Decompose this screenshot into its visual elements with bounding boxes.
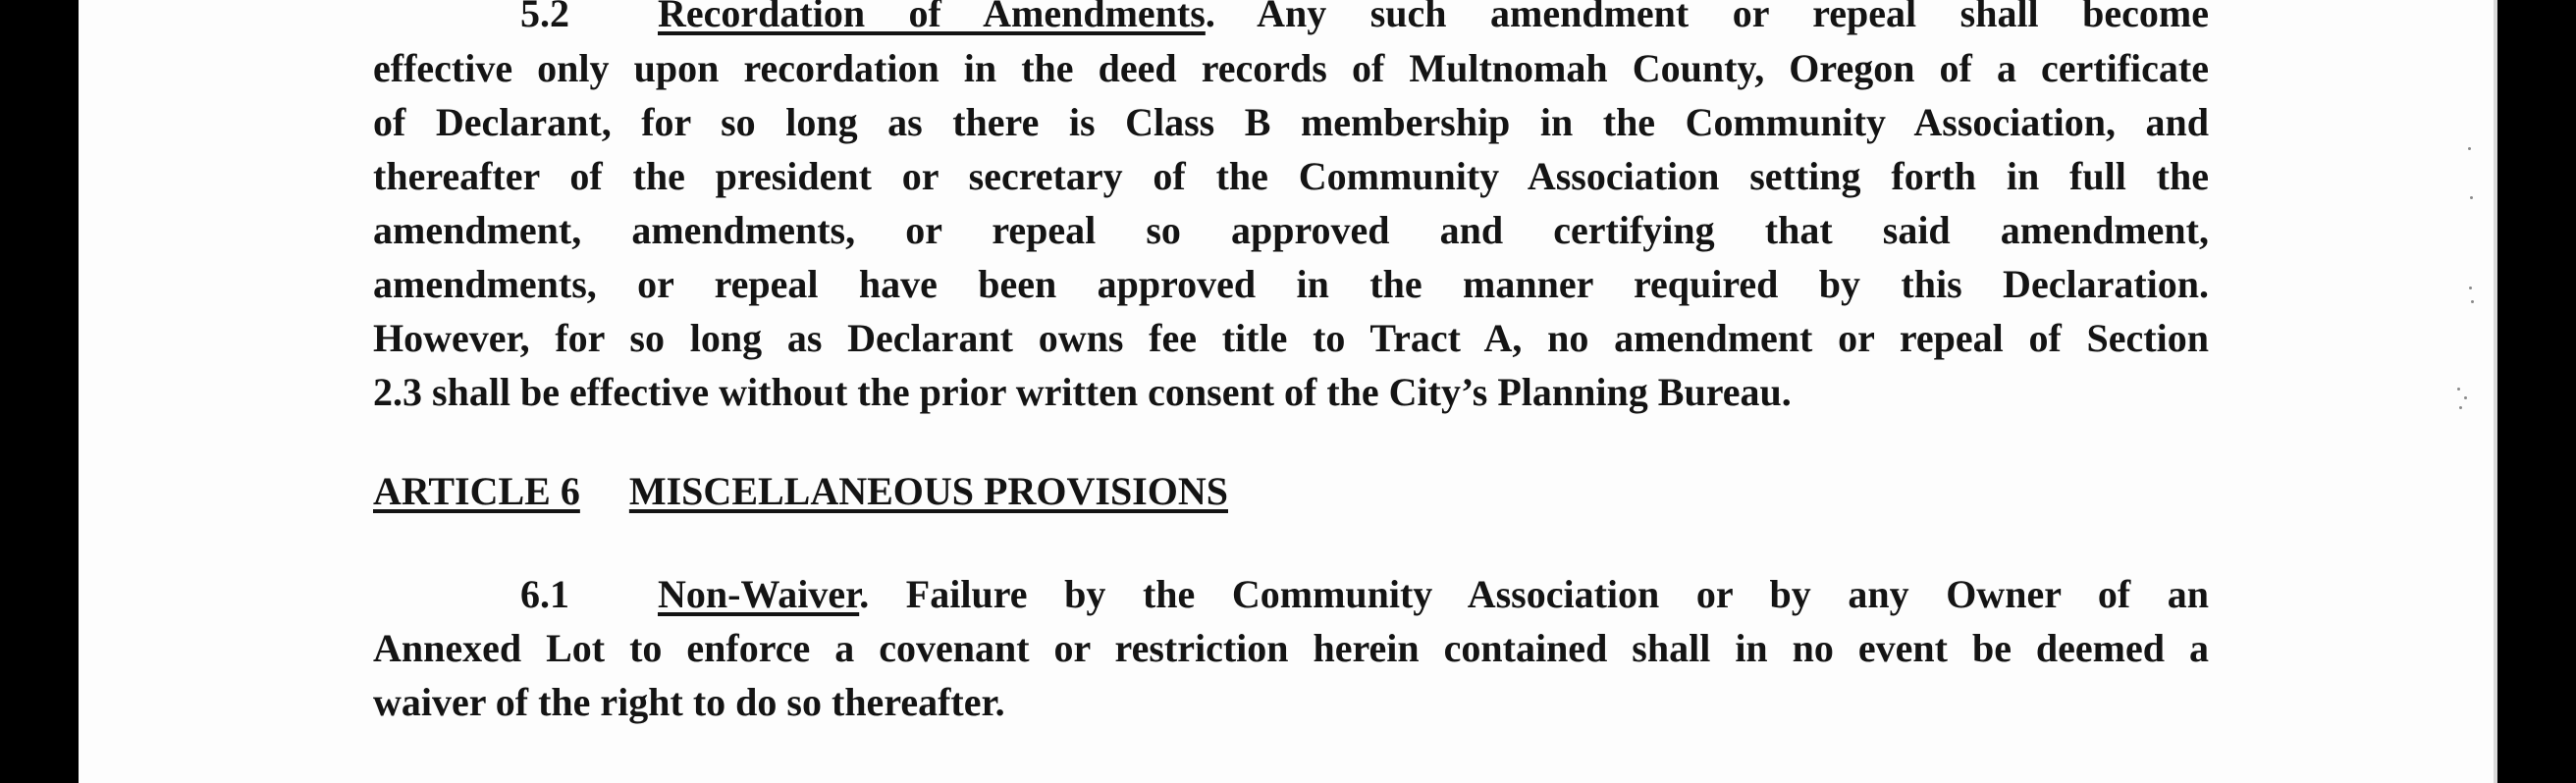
scan-edge (2494, 0, 2497, 783)
article-heading (373, 466, 1228, 517)
scan-speck (2457, 388, 2460, 391)
paragraph-line: However, for so long as Declarant owns fee title to Tract A, no amendment or repeal of Section (373, 316, 2209, 360)
paragraph-line: effective only upon recordation in the deed records of Multnomah County, Oregon of a certificate (373, 46, 2209, 90)
paragraph-line: amendment, amendments, or repeal so approved and certifying that said amendment, (373, 208, 2209, 252)
article-title: MISCELLANEOUS PROVISIONS (628, 469, 1228, 513)
section-title: Recordation of Amendments (658, 0, 1206, 35)
paragraph-line: thereafter of the president or secretary of the Community Association setting forth in full the (373, 154, 2209, 198)
scan-speck (2469, 287, 2472, 289)
paragraph-line: waiver of the right to do so thereafter. (373, 680, 1005, 724)
section-5-2-first-line (373, 0, 2209, 39)
scan-speck (2464, 396, 2467, 399)
scan-speck (2471, 300, 2474, 303)
paragraph-line: . Failure by the Community Association or by any Owner of an (859, 572, 2209, 616)
scan-speck (2470, 196, 2473, 199)
section-6-1-first-line (373, 569, 2209, 620)
paragraph-line: Annexed Lot to enforce a covenant or restriction herein contained shall in no event be deemed a (373, 626, 2209, 670)
article-label: ARTICLE 6 (373, 469, 580, 513)
paragraph-line: 2.3 shall be effective without the prior written consent of the City’s Planning Bureau. (373, 370, 1792, 414)
scan-speck (2468, 147, 2471, 150)
paragraph-line: amendments, or repeal have been approved in the manner required by this Declaration. (373, 262, 2209, 306)
paragraph-line: . Any such amendment or repeal shall become (1205, 0, 2209, 35)
section-number: 6.1 (520, 572, 569, 616)
paragraph-line: of Declarant, for so long as there is Class B membership in the Community Association, and (373, 100, 2209, 144)
section-number: 5.2 (520, 0, 569, 35)
document-page (79, 0, 2497, 783)
scan-speck (2459, 406, 2462, 409)
section-title: Non-Waiver (658, 572, 860, 616)
